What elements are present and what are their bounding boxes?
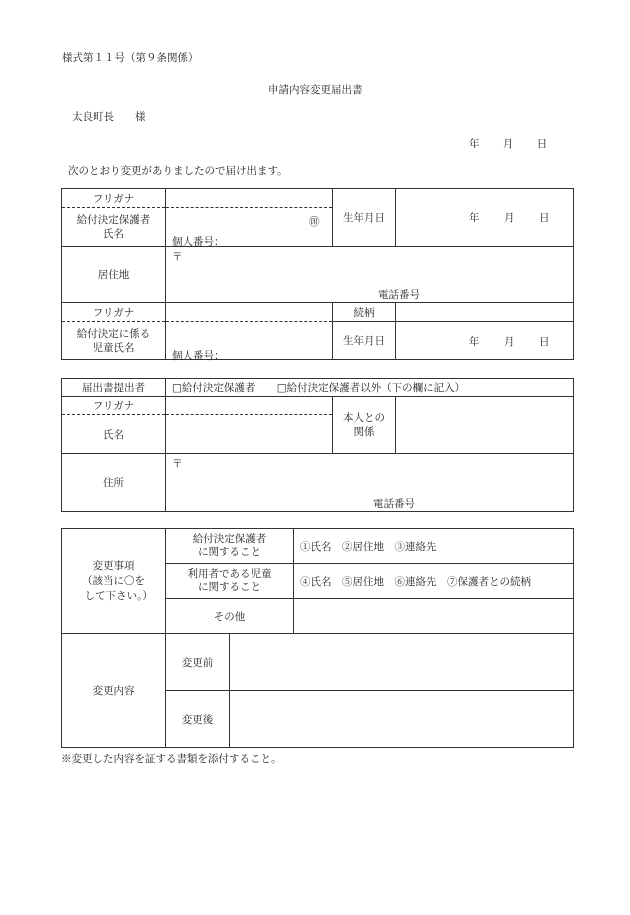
- option-other[interactable]: □給付決定保護者以外（下の欄に記入）: [276, 382, 466, 394]
- seal-mark: ㊞: [309, 216, 320, 228]
- relation-label: 続柄: [333, 303, 396, 322]
- before-label: 変更前: [166, 634, 230, 691]
- furigana-label: フリガナ: [62, 189, 166, 208]
- other-field[interactable]: [294, 599, 574, 634]
- birth-date-label-2: 生年月日: [333, 322, 396, 360]
- child-options[interactable]: ④氏名 ⑤居住地 ⑥連絡先 ⑦保護者との続柄: [294, 564, 574, 599]
- postal-mark: 〒: [172, 251, 183, 263]
- submitter-name-label: 氏名: [62, 415, 166, 454]
- child-furigana-field[interactable]: [166, 303, 333, 322]
- guardian-name-field[interactable]: [166, 208, 333, 247]
- child-related-label: 利用者である児童 に関すること: [166, 564, 294, 599]
- personal-number-label: 個人番号：: [172, 236, 225, 248]
- submitter-address-field[interactable]: [166, 454, 574, 512]
- relation-to-person-field[interactable]: [396, 397, 574, 454]
- submitter-furigana-field[interactable]: [166, 397, 333, 415]
- birth-month-2: 月: [504, 336, 515, 348]
- change-table: [61, 528, 574, 748]
- birth-month: 月: [504, 212, 515, 224]
- postal-mark-2: 〒: [172, 458, 183, 470]
- page-title: 申請内容変更届出書: [268, 84, 363, 96]
- address-label: 居住地: [62, 247, 166, 303]
- before-field[interactable]: [230, 634, 574, 691]
- child-relation-field[interactable]: [396, 303, 574, 322]
- submitter-table: [61, 378, 574, 512]
- phone-label: 電話番号: [378, 289, 420, 301]
- after-field[interactable]: [230, 691, 574, 748]
- guardian-child-table: [61, 188, 574, 360]
- footnote: ※変更した内容を証する書類を添付すること。: [61, 753, 282, 765]
- date-year: 年: [469, 138, 480, 150]
- birth-day: 日: [539, 212, 550, 224]
- phone-label-2: 電話番号: [373, 498, 415, 510]
- date-line: [469, 136, 547, 151]
- change-items-label: 変更事項 （該当に〇を して下さい。）: [62, 529, 166, 634]
- submitter-label: 届出書提出者: [62, 379, 166, 397]
- date-month: 月: [502, 138, 514, 150]
- intro-text: 次のとおり変更がありましたので届け出ます。: [68, 165, 288, 177]
- furigana-label-3: フリガナ: [62, 397, 166, 415]
- guardian-name-label: 給付決定保護者 氏名: [62, 208, 166, 247]
- other-label: その他: [166, 599, 294, 634]
- birth-year-2: 年: [469, 336, 480, 348]
- guardian-options[interactable]: ①氏名 ②居住地 ③連絡先: [294, 529, 574, 564]
- child-birth-date-field[interactable]: [396, 322, 574, 360]
- guardian-birth-date-field[interactable]: [396, 189, 574, 247]
- relation-to-person-label: 本人との 関係: [333, 397, 396, 454]
- submitter-name-field[interactable]: [166, 415, 333, 454]
- child-name-field[interactable]: [166, 322, 333, 360]
- after-label: 変更後: [166, 691, 230, 748]
- furigana-label-2: フリガナ: [62, 303, 166, 322]
- birth-year: 年: [469, 212, 480, 224]
- birth-day-2: 日: [539, 336, 550, 348]
- form-number: 様式第１１号（第９条関係）: [62, 52, 199, 64]
- submitter-address-label: 住所: [62, 454, 166, 512]
- change-content-label: 変更内容: [62, 634, 166, 748]
- option-guardian[interactable]: □給付決定保護者: [172, 382, 256, 394]
- submitter-options: [166, 379, 574, 397]
- date-day: 日: [536, 138, 548, 150]
- guardian-related-label: 給付決定保護者 に関すること: [166, 529, 294, 564]
- addressee: 太良町長 様: [72, 111, 146, 123]
- guardian-address-field[interactable]: [166, 247, 574, 303]
- guardian-furigana-field[interactable]: [166, 189, 333, 208]
- birth-date-label: 生年月日: [333, 189, 396, 247]
- child-name-label: 給付決定に係る 児童氏名: [62, 322, 166, 360]
- personal-number-label-2: 個人番号：: [172, 350, 225, 362]
